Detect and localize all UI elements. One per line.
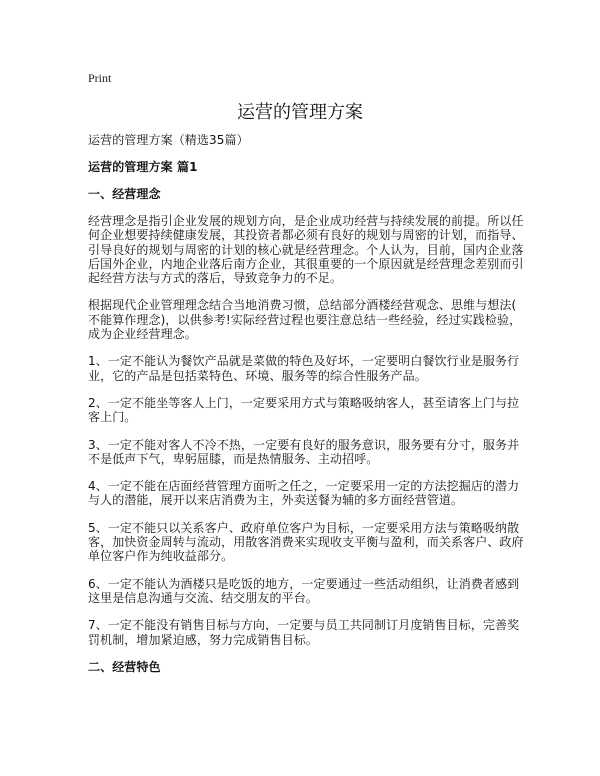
- paragraph-line: 起经营方法与方式的落后，导致竞争力的不足。: [88, 271, 343, 286]
- paragraph-line: 不是低声下气，卑躬屈膝，而是热情服务、主动招呼。: [88, 451, 379, 466]
- article-heading: 运营的管理方案 篇1: [88, 160, 198, 174]
- paragraph-line: 何企业想要持续健康发展，其投资者都必须有良好的规划与周密的计划，而指导、: [88, 228, 524, 243]
- paragraph-line: 这里是信息沟通与交流、结交朋友的平台。: [88, 590, 318, 605]
- paragraph-line: 客上门。: [88, 410, 137, 425]
- paragraph-list: [88, 214, 528, 647]
- paragraph: [88, 577, 528, 606]
- paragraph-line: 5、一定不能只以关系客户、政府单位客户为目标，一定要采用方法与策略吸纳散: [88, 520, 520, 535]
- paragraph: [88, 214, 528, 285]
- paragraph-line: 与人的潜能，展开以来店消费为主，外卖送餐为辅的多方面经营管道。: [88, 493, 464, 508]
- paragraph-line: 引导良好的规划与周密的计划的核心就是经营理念。个人认为，目前，国内企业落: [88, 242, 524, 257]
- paragraph-line: 罚机制，增加紧迫感，努力完成销售目标。: [88, 632, 318, 647]
- paragraph-line: 4、一定不能在店面经营管理方面听之任之，一定要采用一定的方法挖掘店的潜力: [88, 479, 520, 494]
- paragraph-line: 客，加快资金周转与流动，用散客消费来实现收支平衡与盈利，而关系客户、政府: [88, 535, 524, 550]
- paragraph-line: 经营理念是指引企业发展的规划方向，是企业成功经营与持续发展的前提。所以任: [88, 214, 524, 228]
- paragraph: [88, 354, 528, 383]
- paragraph: [88, 521, 528, 564]
- paragraph-line: 1、一定不能认为餐饮产品就是菜做的特色及好坏，一定要明白餐饮行业是服务行: [88, 354, 520, 369]
- paragraph: [88, 618, 528, 647]
- paragraph-line: 成为企业经营理念。: [88, 327, 197, 342]
- subtitle: 运营的管理方案（精选35篇）: [88, 133, 249, 147]
- paragraph-line: 6、一定不能认为酒楼只是吃饭的地方，一定要通过一些活动组织，让消费者感到: [88, 576, 520, 591]
- page-title: 运营的管理方案: [237, 102, 363, 123]
- paragraph-line: 3、一定不能对客人不冷不热，一定要有良好的服务意识，服务要有分寸，服务并: [88, 437, 520, 452]
- paragraph-line: 不能算作理念)，以供参考!实际经营过程也要注意总结一些经验，经过实践检验，: [88, 312, 522, 327]
- print-link[interactable]: Print: [88, 71, 112, 85]
- paragraph-line: 单位客户作为纯收益部分。: [88, 549, 234, 564]
- section-heading-2: 二、经营特色: [88, 659, 161, 674]
- paragraph-line: 后国外企业，内地企业落后南方企业，其很重要的一个原因就是经营理念差别而引: [88, 256, 524, 271]
- section-heading-1: 一、经营理念: [88, 187, 161, 201]
- paragraph: [88, 479, 528, 508]
- paragraph: [88, 396, 528, 425]
- paragraph-line: 7、一定不能没有销售目标与方向，一定要与员工共同制订月度销售目标，完善奖: [88, 618, 520, 633]
- paragraph: [88, 438, 528, 467]
- paragraph-line: 业，它的产品是包括菜特色、环境、服务等的综合性服务产品。: [88, 368, 427, 383]
- paragraph: [88, 298, 528, 341]
- document-body: [88, 133, 528, 687]
- paragraph-line: 根据现代企业管理理念结合当地消费习惯，总结部分酒楼经营观念、思维与想法(: [88, 298, 517, 313]
- paragraph-line: 2、一定不能坐等客人上门，一定要采用方式与策略吸纳客人，甚至请客上门与拉: [88, 395, 520, 410]
